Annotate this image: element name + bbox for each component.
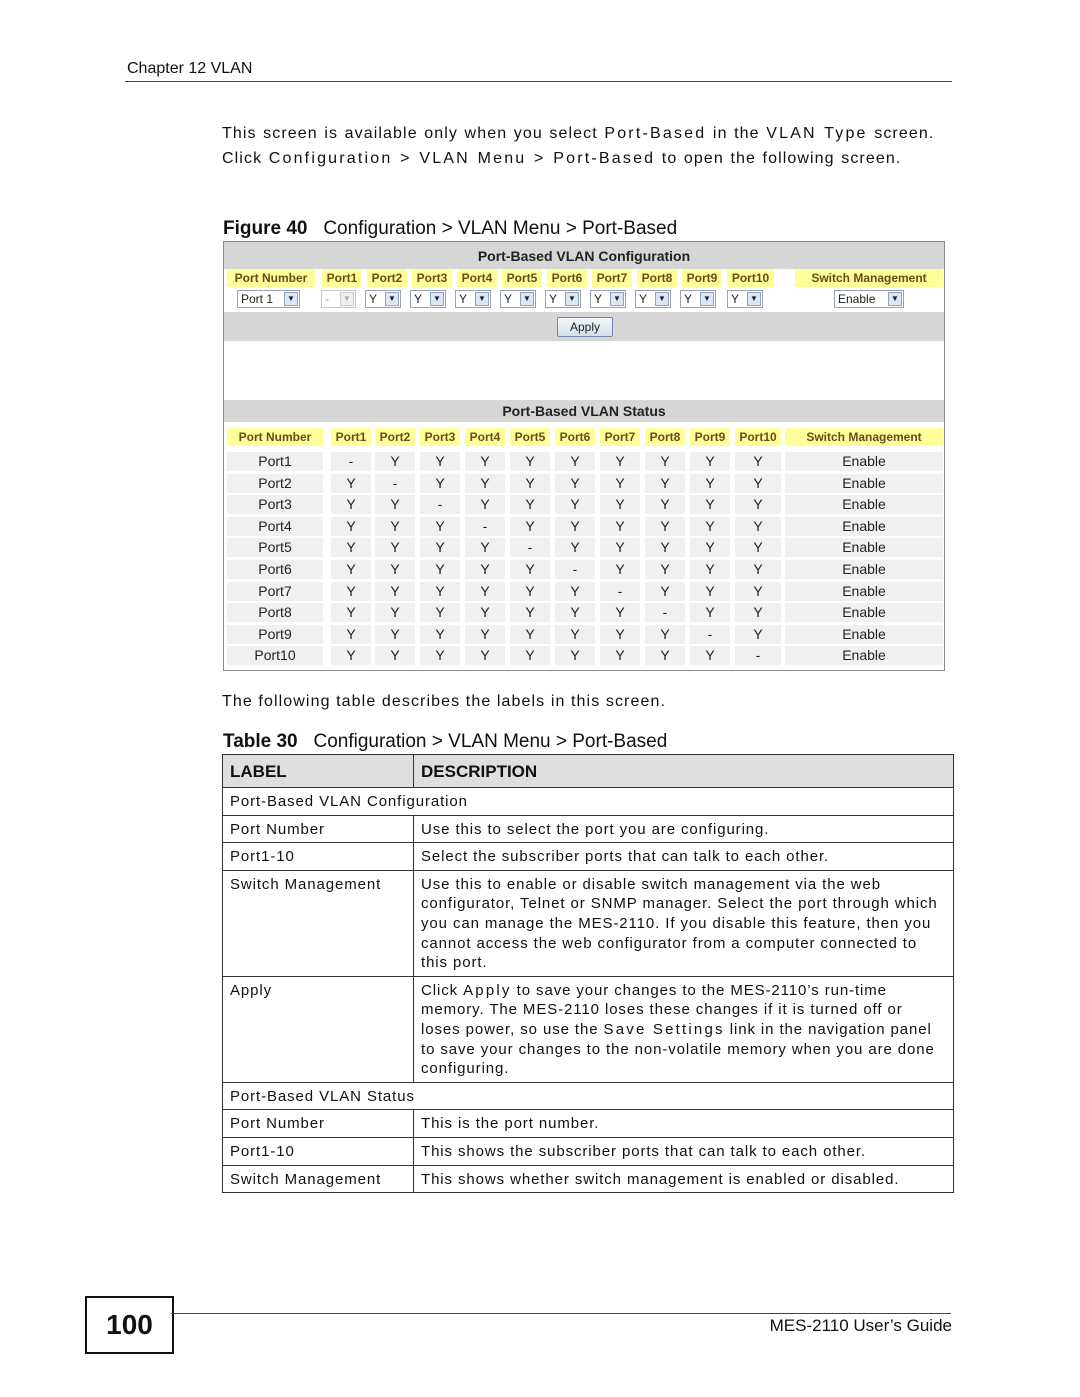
status-cell: Port1 [227, 452, 323, 471]
port-select[interactable] [590, 290, 626, 308]
table-section-row [223, 1082, 954, 1110]
config-column-header: Port1 [322, 269, 362, 287]
status-cell: Y [690, 603, 730, 622]
status-cell: Y [375, 517, 415, 536]
row-desc-part: Click [421, 981, 464, 999]
status-cell: Y [465, 603, 505, 622]
status-cell: Y [420, 582, 460, 601]
table-section-row [223, 788, 954, 816]
status-cell: Y [465, 646, 505, 665]
status-cell: Y [465, 474, 505, 493]
status-cell: - [600, 582, 640, 601]
status-cell: Y [645, 560, 685, 579]
status-column-header: Port8 [645, 428, 685, 446]
config-title: Port-Based VLAN Configuration [477, 248, 691, 264]
port-select [321, 290, 356, 308]
chevron-down-icon: ▼ [385, 292, 399, 306]
status-cell: Y [690, 560, 730, 579]
status-cell: Y [555, 474, 595, 493]
description-column-header: DESCRIPTION [414, 755, 954, 788]
label-column-header: LABEL [223, 755, 414, 788]
config-column-header: Port10 [727, 269, 774, 287]
status-cell: Y [331, 560, 371, 579]
select-value: Y [731, 292, 740, 306]
port-select[interactable] [455, 290, 491, 308]
status-cell: Y [465, 625, 505, 644]
status-cell: Port10 [227, 646, 323, 665]
guide-title: MES-2110 User’s Guide [769, 1316, 952, 1335]
status-cell: Port2 [227, 474, 323, 493]
config-column-header: Port4 [457, 269, 497, 287]
table-header-row [223, 755, 954, 788]
status-cell: Y [735, 625, 781, 644]
intro-paragraph [222, 121, 957, 171]
status-cell: Port8 [227, 603, 323, 622]
status-cell: - [465, 517, 505, 536]
status-cell: Y [735, 517, 781, 536]
status-cell: - [555, 560, 595, 579]
status-cell: Y [510, 560, 550, 579]
status-cell: Y [375, 625, 415, 644]
status-cell: Y [555, 538, 595, 557]
status-cell: Y [420, 452, 460, 471]
status-cell: Y [600, 495, 640, 514]
status-cell: Y [420, 603, 460, 622]
section-status: Port-Based VLAN Status [223, 1082, 954, 1110]
row-label: Apply [223, 976, 414, 1082]
status-cell: Enable [785, 538, 943, 557]
status-cell: Y [331, 495, 371, 514]
port-select[interactable] [635, 290, 671, 308]
status-cell: Enable [785, 452, 943, 471]
status-cell: Port4 [227, 517, 323, 536]
chevron-down-icon: ▼ [284, 292, 298, 306]
status-cell: Y [465, 582, 505, 601]
status-cell: Y [331, 517, 371, 536]
port-select[interactable] [545, 290, 581, 308]
row-desc-part: link in the navigation panel to save your changes to the non-volatile memory when you are done configuring. [421, 1020, 935, 1078]
status-cell: Y [690, 646, 730, 665]
table-row [223, 1137, 954, 1165]
page-number: 100 [85, 1296, 174, 1354]
chevron-down-icon: ▼ [565, 292, 579, 306]
status-cell: Enable [785, 474, 943, 493]
status-cell: Y [735, 474, 781, 493]
select-value: Y [594, 292, 603, 306]
section-config: Port-Based VLAN Configuration [223, 788, 954, 816]
status-cell: Y [555, 582, 595, 601]
chapter-header: Chapter 12 VLAN [127, 60, 253, 77]
status-cell: Y [331, 538, 371, 557]
port-select[interactable] [680, 290, 716, 308]
status-cell: Y [420, 560, 460, 579]
table-title: Configuration > VLAN Menu > Port-Based [313, 731, 668, 752]
chevron-down-icon: ▼ [520, 292, 534, 306]
status-cell: Y [645, 582, 685, 601]
config-column-header: Port8 [637, 269, 677, 287]
table-row [223, 1110, 954, 1138]
intro-code-1: Port-Based [604, 125, 707, 142]
intro-text-2: in the [706, 125, 767, 142]
status-cell: Y [510, 495, 550, 514]
table-row [223, 870, 954, 976]
status-column-header: Port2 [375, 428, 415, 446]
status-cell: Y [735, 582, 781, 601]
status-cell: Y [600, 646, 640, 665]
status-cell: Port7 [227, 582, 323, 601]
table-row [223, 815, 954, 843]
intro-code-2: VLAN Type [766, 125, 868, 142]
figure-caption [223, 218, 677, 240]
row-description: Use this to select the port you are configuring. [414, 815, 954, 843]
select-value: - [325, 292, 329, 306]
status-cell: - [645, 603, 685, 622]
status-cell: Y [645, 538, 685, 557]
status-cell: - [690, 625, 730, 644]
status-cell: Y [510, 646, 550, 665]
select-value: Enable [838, 292, 876, 306]
intro-code-3: Configuration > VLAN Menu > Port-Based [268, 150, 656, 167]
status-cell: Y [465, 538, 505, 557]
status-cell: Y [375, 452, 415, 471]
status-cell: Y [420, 538, 460, 557]
chevron-down-icon: ▼ [430, 292, 444, 306]
status-cell: Y [420, 517, 460, 536]
status-cell: Y [331, 625, 371, 644]
status-cell: Y [600, 560, 640, 579]
status-column-header: Port9 [690, 428, 730, 446]
chevron-down-icon: ▼ [340, 292, 354, 306]
status-column-header: Port7 [600, 428, 640, 446]
status-cell: Enable [785, 603, 943, 622]
status-cell: Port6 [227, 560, 323, 579]
status-cell: Y [375, 560, 415, 579]
status-cell: Y [735, 560, 781, 579]
vlan-config-screenshot [223, 241, 945, 671]
status-cell: Y [331, 582, 371, 601]
row-label: Switch Management [223, 870, 414, 976]
status-cell: Y [690, 538, 730, 557]
status-cell: Enable [785, 625, 943, 644]
port-select[interactable] [365, 290, 401, 308]
figure-label: Figure 40 [223, 218, 308, 239]
table-row [223, 1165, 954, 1193]
status-cell: Y [510, 625, 550, 644]
status-cell: Y [375, 538, 415, 557]
chevron-down-icon: ▼ [655, 292, 669, 306]
status-cell: Y [375, 582, 415, 601]
row-desc-keyword: Save Settings [603, 1020, 725, 1038]
port-select[interactable] [727, 290, 763, 308]
status-cell: Port5 [227, 538, 323, 557]
status-cell: Y [375, 646, 415, 665]
status-cell: Y [735, 538, 781, 557]
row-description: This is the port number. [414, 1110, 954, 1138]
status-cell: Y [510, 582, 550, 601]
row-description: This shows the subscriber ports that can talk to each other. [414, 1137, 954, 1165]
row-label: Port1-10 [223, 1137, 414, 1165]
table-row [223, 843, 954, 871]
port-select[interactable] [410, 290, 446, 308]
status-cell: Y [735, 603, 781, 622]
status-cell: Y [645, 646, 685, 665]
status-column-header: Port6 [555, 428, 595, 446]
status-cell: Y [690, 474, 730, 493]
switch-management-select[interactable] [834, 290, 904, 308]
status-cell: Y [375, 603, 415, 622]
status-cell: Y [645, 517, 685, 536]
status-cell: Y [600, 625, 640, 644]
intro-text-4: to open the following screen. [655, 150, 902, 167]
config-column-header: Port3 [412, 269, 452, 287]
status-cell: Y [555, 625, 595, 644]
figure-title: Configuration > VLAN Menu > Port-Based [323, 218, 678, 239]
status-cell: - [331, 452, 371, 471]
config-column-header: Port9 [682, 269, 722, 287]
status-cell: Y [600, 517, 640, 536]
select-value: Y [549, 292, 558, 306]
status-cell: Y [690, 495, 730, 514]
status-column-header: Port10 [735, 428, 781, 446]
status-cell: Y [465, 495, 505, 514]
table-caption [223, 731, 667, 753]
row-description: Select the subscriber ports that can talk to each other. [414, 843, 954, 871]
row-label: Port Number [223, 1110, 414, 1138]
status-column-header: Port3 [420, 428, 460, 446]
status-title: Port-Based VLAN Status [502, 403, 666, 419]
status-cell: Y [735, 495, 781, 514]
status-cell: Y [420, 474, 460, 493]
status-cell: Y [600, 474, 640, 493]
row-description: Use this to enable or disable switch management via the web configurator, Telnet or SNMP manager. Select the port through which you can manage the MES-2110. If you disable this feature, then you cannot access the web configurator from a computer connected to this port. [414, 870, 954, 976]
status-cell: Y [690, 517, 730, 536]
footer-rule [171, 1313, 951, 1314]
status-cell: Y [555, 646, 595, 665]
status-cell: - [375, 474, 415, 493]
status-cell: Y [331, 646, 371, 665]
status-cell: Y [645, 495, 685, 514]
status-cell: Y [331, 603, 371, 622]
status-cell: Y [465, 452, 505, 471]
status-cell: Y [600, 452, 640, 471]
row-desc-keyword: Apply [463, 981, 512, 999]
intro-text-3: screen. Click [222, 125, 935, 167]
table-label: Table 30 [223, 731, 298, 752]
status-cell: Enable [785, 517, 943, 536]
status-column-header: Port5 [510, 428, 550, 446]
chevron-down-icon: ▼ [888, 292, 902, 306]
status-cell: - [510, 538, 550, 557]
status-cell: Enable [785, 495, 943, 514]
status-cell: Y [465, 560, 505, 579]
status-cell: Y [690, 452, 730, 471]
chevron-down-icon: ▼ [610, 292, 624, 306]
status-cell: Y [555, 452, 595, 471]
status-cell: Y [510, 452, 550, 471]
row-description [414, 976, 954, 1082]
row-label: Switch Management [223, 1165, 414, 1193]
table-row [223, 976, 954, 1082]
status-cell: Enable [785, 646, 943, 665]
status-cell: Port9 [227, 625, 323, 644]
status-column-header: Port Number [227, 428, 323, 446]
config-column-header: Port6 [547, 269, 587, 287]
status-cell: Y [510, 474, 550, 493]
status-cell: Y [510, 517, 550, 536]
status-cell: Y [645, 452, 685, 471]
status-cell: Port3 [227, 495, 323, 514]
row-label: Port1-10 [223, 843, 414, 871]
status-cell: Y [510, 603, 550, 622]
status-cell: Enable [785, 582, 943, 601]
following-text: The following table describes the labels in this screen. [222, 693, 667, 710]
select-value: Y [639, 292, 648, 306]
select-value: Y [369, 292, 378, 306]
config-column-header: Port2 [367, 269, 407, 287]
intro-text-1: This screen is available only when you select [222, 125, 605, 142]
chevron-down-icon: ▼ [700, 292, 714, 306]
status-cell: Y [555, 495, 595, 514]
status-cell: Enable [785, 560, 943, 579]
status-cell: - [420, 495, 460, 514]
config-column-header: Port7 [592, 269, 632, 287]
status-cell: Y [645, 625, 685, 644]
config-column-header: Port Number [227, 269, 315, 287]
chevron-down-icon: ▼ [747, 292, 761, 306]
status-cell: Y [735, 452, 781, 471]
status-cell: Y [420, 646, 460, 665]
config-column-header: Switch Management [795, 269, 943, 287]
status-column-header: Port4 [465, 428, 505, 446]
header-rule [125, 81, 952, 82]
select-value: Y [414, 292, 423, 306]
status-cell: Y [645, 474, 685, 493]
status-cell: Y [600, 603, 640, 622]
status-cell: Y [555, 603, 595, 622]
config-column-header: Port5 [502, 269, 542, 287]
status-column-header: Switch Management [785, 428, 943, 446]
description-table [222, 754, 954, 1193]
status-column-header: Port1 [331, 428, 371, 446]
row-description: This shows whether switch management is enabled or disabled. [414, 1165, 954, 1193]
row-desc-part: to save your changes to the MES-2110’s run-time memory. The MES-2110 loses these changes if it is turned off or loses power, so use the [421, 981, 903, 1038]
select-value: Y [504, 292, 513, 306]
select-value: Y [684, 292, 693, 306]
status-cell: Y [600, 538, 640, 557]
status-cell: - [735, 646, 781, 665]
select-value: Port 1 [241, 292, 274, 306]
status-cell: Y [420, 625, 460, 644]
row-label: Port Number [223, 815, 414, 843]
chevron-down-icon: ▼ [475, 292, 489, 306]
status-cell: Y [690, 582, 730, 601]
status-cell: Y [331, 474, 371, 493]
port-number-select[interactable] [237, 290, 300, 308]
status-cell: Y [375, 495, 415, 514]
select-value: Y [459, 292, 468, 306]
port-select[interactable] [500, 290, 536, 308]
status-cell: Y [555, 517, 595, 536]
apply-button[interactable]: Apply [557, 317, 613, 337]
